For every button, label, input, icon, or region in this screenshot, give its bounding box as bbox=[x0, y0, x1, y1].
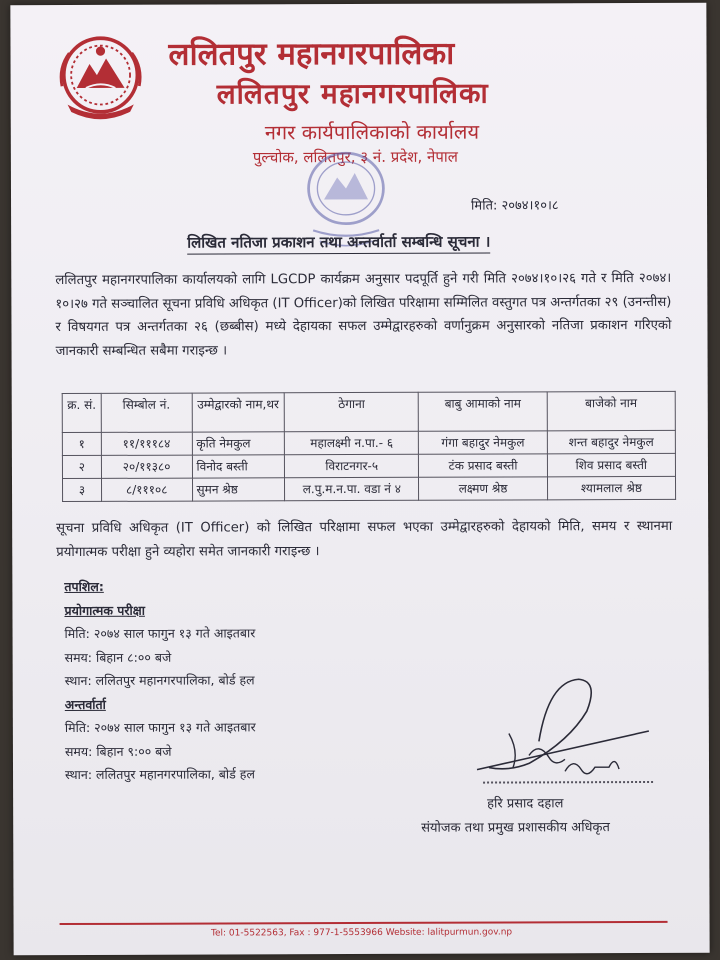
cell-address: ल.पु.म.न.पा. वडा नं ४ bbox=[285, 477, 419, 500]
col-serial: क्र. सं. bbox=[62, 393, 101, 432]
signatory-name: हरि प्रसाद दहाल bbox=[487, 796, 564, 812]
office-address: पुल्चोक, ललितपुर, ३ नं. प्रदेश, नेपाल bbox=[252, 147, 458, 167]
footer-contact: Tel: 01-5522563, Fax : 977-1-5553966 Website: lalitpurmun.gov.np bbox=[210, 927, 513, 939]
table-row bbox=[62, 476, 675, 501]
schedule-details bbox=[64, 574, 256, 786]
cell-parents: टंक प्रसाद बस्ती bbox=[419, 454, 547, 477]
practical-exam-place: स्थान: ललितपुर महानगरपालिका, बोर्ड हल bbox=[64, 672, 255, 689]
cell-symbol: ८/१११०८ bbox=[101, 478, 192, 501]
municipality-name-stylized: ललितपुर महानगरपालिका bbox=[216, 76, 489, 111]
notice-subject: लिखित नतिजा प्रकाशन तथा अन्तर्वार्ता सम्बन्धि सूचना । bbox=[187, 232, 490, 255]
cell-serial: ३ bbox=[62, 478, 101, 501]
signature-icon bbox=[469, 671, 659, 790]
table-header-row bbox=[62, 391, 675, 432]
col-candidate: उम्मेद्वारको नाम,थर bbox=[192, 393, 285, 432]
municipality-name: ललितपुर महानगरपालिका bbox=[168, 35, 455, 73]
practical-exam-time: समय: बिहान ८:०० बजे bbox=[64, 649, 172, 665]
intro-paragraph: ललितपुर महानगरपालिका कार्यालयको लागि LGCDP कार्यक्रम अनुसार पदपूर्ति हुने गरी मिति २०७४।१०।२६ गते र मिति २०७४।१०।२७ गते सञ्चालित सूचना प्रविधि अधिकृत (IT Officer)को लिखित परिक्षामा सम्मिलित वस्तुगत पत्र अन्तर्गतका २९ (उनन्तीस) र विषयगत पत्र अन्तर्गतका २६ (छब्बीस) मध्ये देहायका सफल उम्मेद्वारहरुको वर्णानुक्रम अनुसारको नतिजा प्रकाशन गरिएको जानकारी सम्बन्धित सबैमा गराइन्छ । bbox=[55, 270, 672, 359]
practical-exam-paragraph: सूचना प्रविधि अधिकृत (IT Officer) को लिखित परिक्षामा सफल भएका उम्मेद्वारहरुको देहायको मिति, समय र स्थानमा प्रयोगात्मक परीक्षा हुने व्यहोरा समेत जानकारी गराइन्छ । bbox=[56, 518, 673, 560]
cell-parents: गंगा बहादुर नेमकुल bbox=[419, 431, 547, 454]
interview-title: अन्तर्वार्ता bbox=[64, 696, 106, 712]
interview-place: स्थान: ललितपुर महानगरपालिका, बोर्ड हल bbox=[65, 766, 255, 783]
interview-date: मिति: २०७४ साल फागुन १३ गते आइतबार bbox=[64, 719, 256, 736]
footer-divider bbox=[60, 921, 668, 925]
cell-serial: १ bbox=[62, 432, 101, 455]
cell-address: महालक्ष्मी न.पा.- ६ bbox=[284, 431, 418, 454]
notice-date: मिति: २०७४।१०।८ bbox=[471, 198, 559, 214]
cell-address: विराटनगर-५ bbox=[285, 454, 419, 477]
cell-symbol: २०/११३८० bbox=[101, 455, 192, 478]
details-heading: तपशिल: bbox=[64, 578, 104, 595]
cell-grandfather: श्यामलाल श्रेष्ठ bbox=[547, 476, 675, 499]
col-symbol: सिम्बोल नं. bbox=[101, 393, 192, 432]
col-grandfather: बाजेको नाम bbox=[547, 391, 675, 430]
cell-grandfather: शन्त बहादुर नेमकुल bbox=[547, 430, 675, 453]
municipality-emblem-icon bbox=[54, 31, 146, 123]
cell-candidate: सुमन श्रेष्ठ bbox=[192, 478, 285, 501]
practical-exam-date: मिति: २०७४ साल फागुन १३ गते आइतबार bbox=[64, 625, 256, 642]
cell-parents: लक्ष्मण श्रेष्ठ bbox=[419, 477, 547, 500]
cell-grandfather: शिव प्रसाद बस्ती bbox=[547, 453, 675, 476]
office-name: नगर कार्यपालिकाको कार्यालय bbox=[264, 119, 480, 145]
cell-serial: २ bbox=[62, 455, 101, 478]
practical-exam-title: प्रयोगात्मक परीक्षा bbox=[64, 602, 145, 618]
results-table bbox=[62, 391, 676, 502]
col-address: ठेगाना bbox=[284, 392, 418, 431]
cell-symbol: ११/१११८४ bbox=[101, 432, 192, 455]
signatory-title: संयोजक तथा प्रमुख प्रशासकीय अधिकृत bbox=[421, 820, 610, 836]
cell-candidate: विनोद बस्ती bbox=[192, 455, 285, 478]
table-row bbox=[62, 430, 675, 455]
cell-candidate: कृति नेमकुल bbox=[192, 432, 285, 455]
table-row bbox=[62, 453, 675, 478]
interview-time: समय: बिहान ९:०० बजे bbox=[64, 743, 172, 759]
col-parents: बाबु आमाको नाम bbox=[419, 392, 547, 431]
notice-paper bbox=[10, 3, 709, 955]
